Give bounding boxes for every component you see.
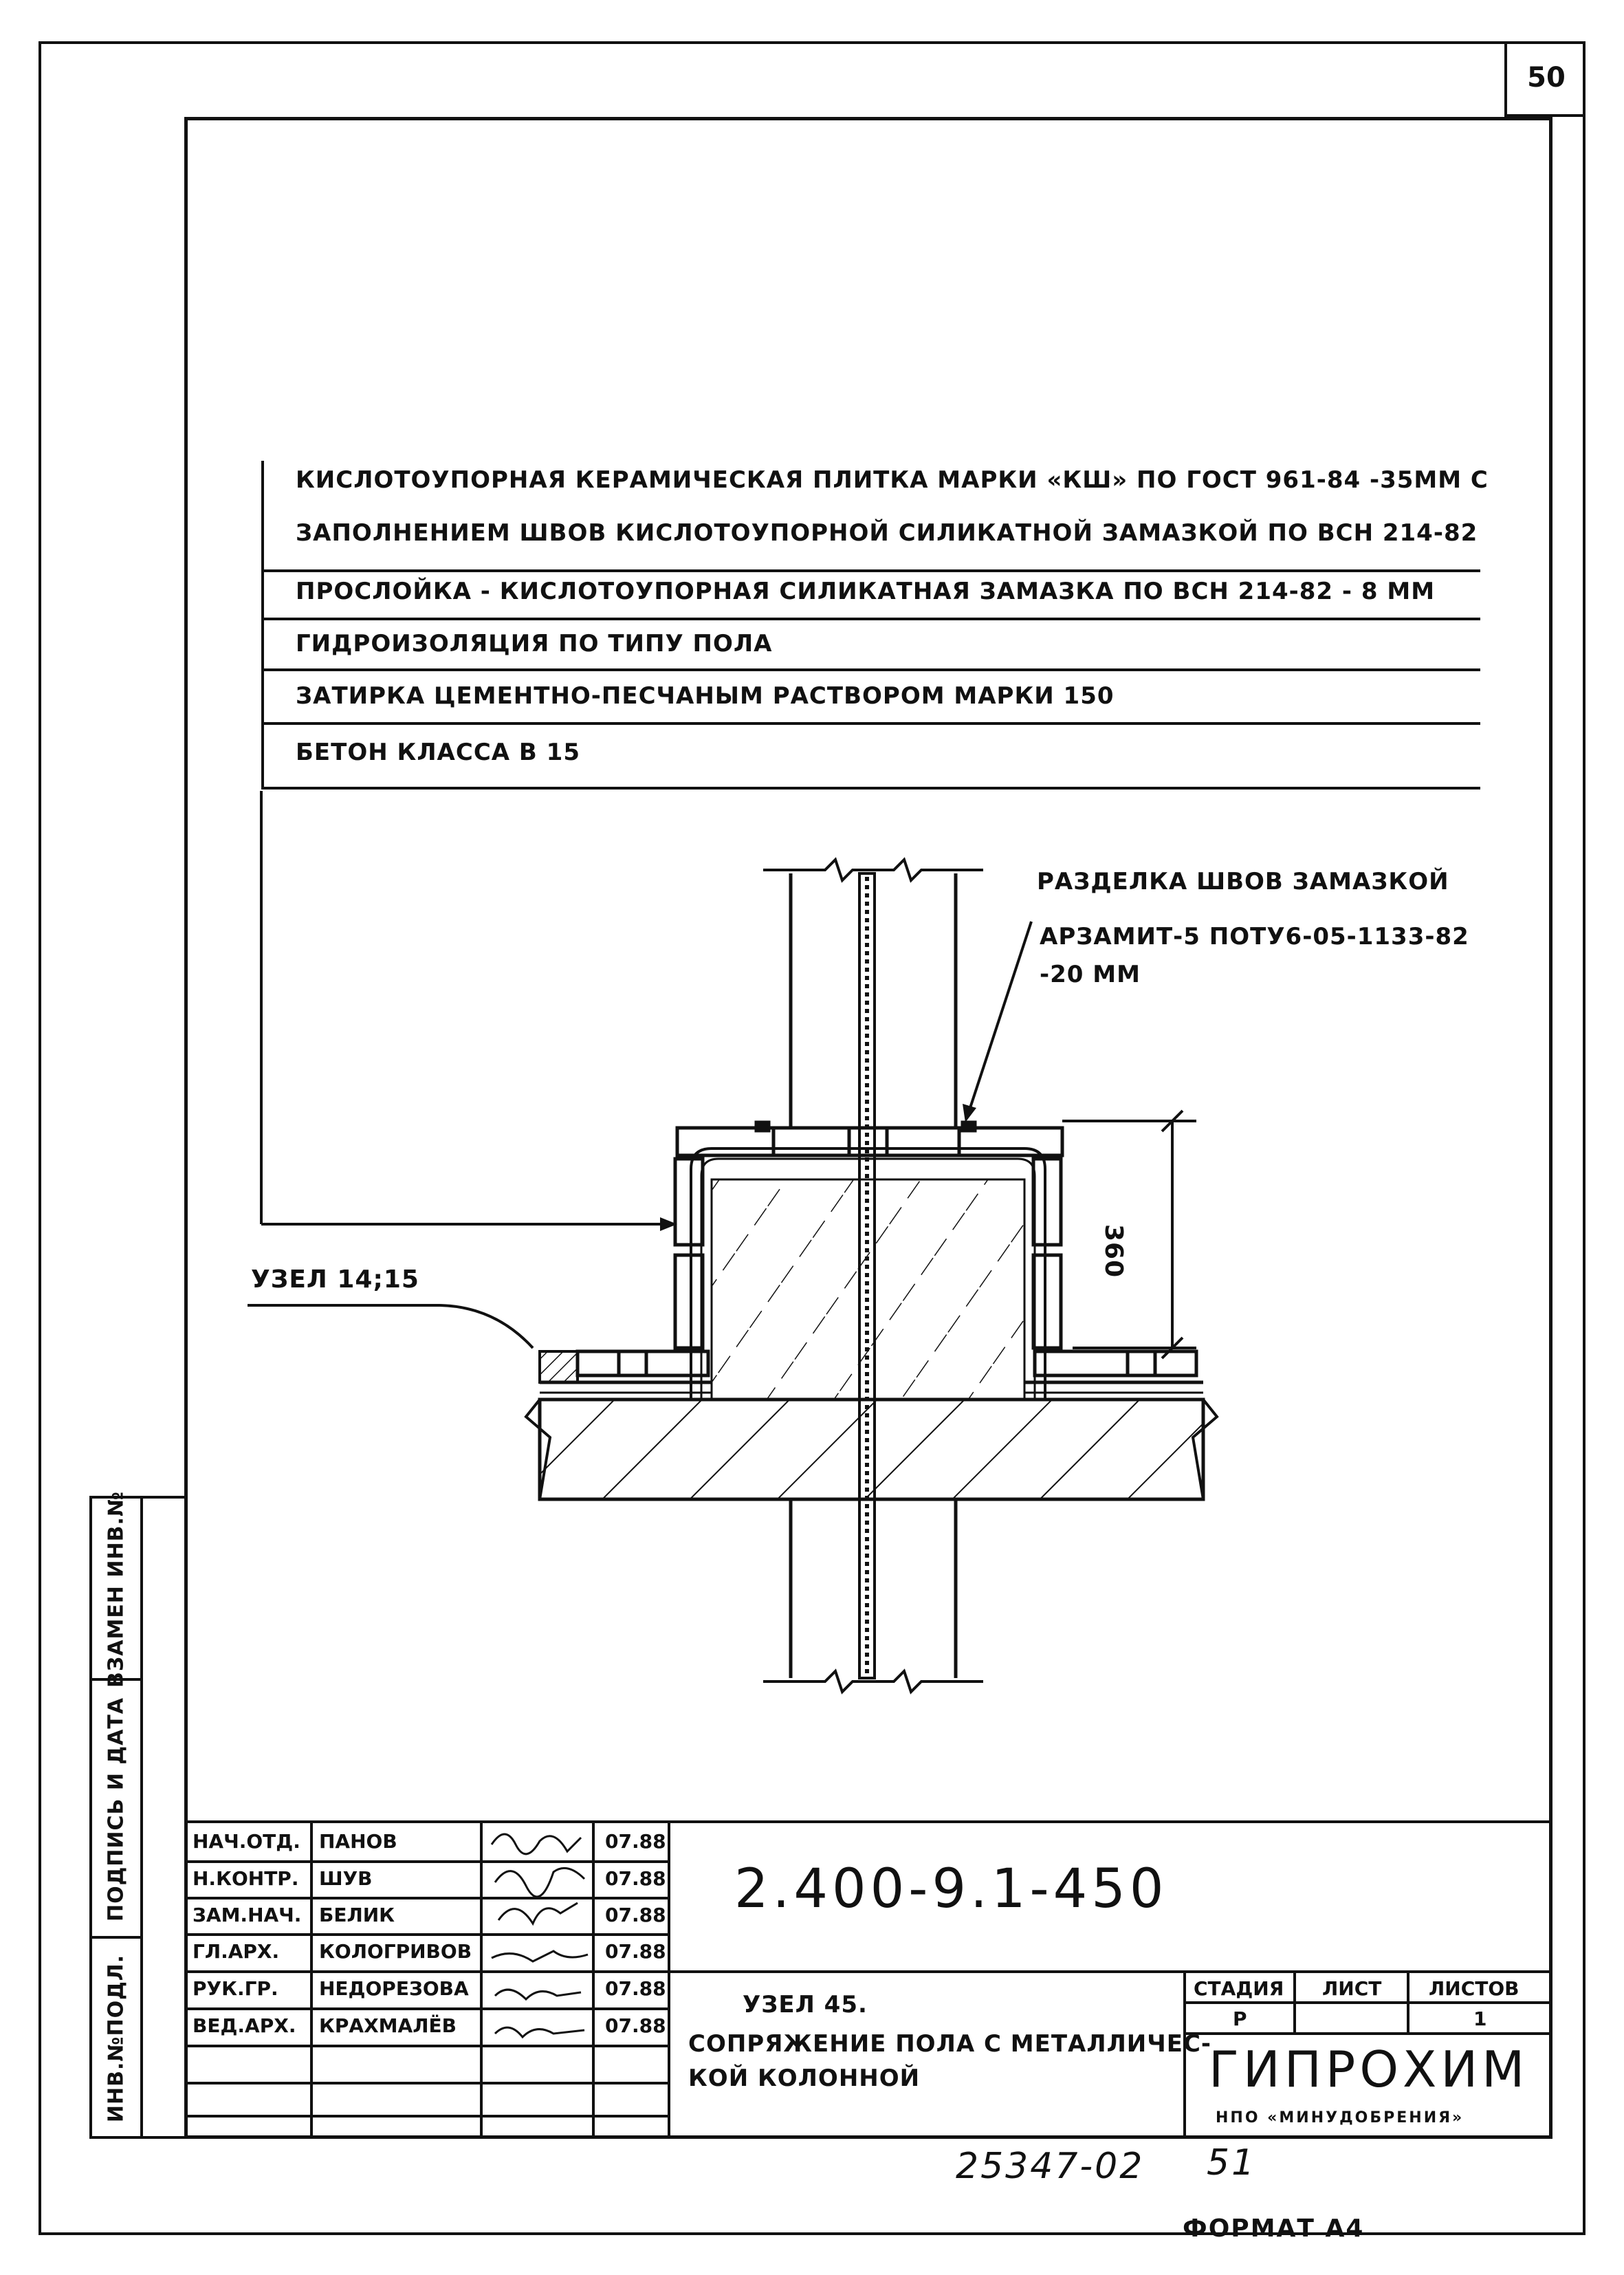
node-ref-leader (248, 1305, 533, 1348)
archive-page: 51 (1207, 2142, 1257, 2184)
org-name: ГИПРОХИМ (1209, 2040, 1529, 2098)
signatures (485, 1824, 595, 2085)
staff-date-2: 07.88 (605, 1867, 666, 1890)
staff-role-1: НАЧ.ОТД. (193, 1830, 300, 1853)
layer-bedding: ПРОСЛОЙКА - КИСЛОТОУПОРНАЯ СИЛИКАТНАЯ ЗАМАЗКА ПО ВСН 214-82 - 8 ММ (296, 578, 1436, 605)
layer-leader (261, 791, 677, 1231)
sheets-value: 1 (1473, 2007, 1487, 2030)
staff-date-3: 07.88 (605, 1904, 666, 1926)
joint-callout-title: РАЗДЕЛКА ШВОВ ЗАМАЗКОЙ (1037, 868, 1449, 895)
staff-role-4: ГЛ.АРХ. (193, 1940, 280, 1963)
staff-role-5: РУК.ГР. (193, 1977, 278, 2000)
title-block (184, 1820, 1552, 2139)
sign-date-label: ПОДПИСЬ И ДАТА (104, 1697, 129, 1922)
drawing-title-line3: КОЙ КОЛОННОЙ (688, 2065, 921, 2092)
sheets-header: ЛИСТОВ (1429, 1977, 1519, 2000)
node-ref-label: УЗЕЛ 14;15 (251, 1265, 419, 1294)
org-subtitle: НПО «МИНУДОБРЕНИЯ» (1216, 2109, 1464, 2126)
joint-callout-line2: -20 ММ (1040, 961, 1141, 988)
drawing-title-line1: УЗЕЛ 45. (743, 1991, 868, 2018)
format-label: ФОРМАТ А4 (1183, 2214, 1365, 2243)
layer-screed: ЗАТИРКА ЦЕМЕНТНО-ПЕСЧАНЫМ РАСТВОРОМ МАРКИ 150 (296, 682, 1115, 710)
joint-callout-line1: АРЗАМИТ-5 ПОТУ6-05-1133-82 (1040, 923, 1469, 950)
joint-sealant (540, 1351, 578, 1382)
staff-name-6: КРАХМАЛЁВ (319, 2014, 457, 2037)
staff-role-3: ЗАМ.НАЧ. (193, 1904, 302, 1926)
staff-name-4: КОЛОГРИВОВ (319, 1940, 472, 1963)
stage-header: СТАДИЯ (1194, 1977, 1284, 2000)
concrete-slab (526, 1400, 1217, 1499)
layer-tile-line1: КИСЛОТОУПОРНАЯ КЕРАМИЧЕСКАЯ ПЛИТКА МАРКИ «КШ» ПО ГОСТ 961-84 -35ММ С (296, 466, 1489, 494)
staff-date-1: 07.88 (605, 1830, 666, 1853)
staff-date-5: 07.88 (605, 1977, 666, 2000)
staff-role-2: Н.КОНТР. (193, 1867, 299, 1890)
sheet-header: ЛИСТ (1322, 1977, 1382, 2000)
staff-name-2: ШУВ (319, 1867, 373, 1890)
layer-concrete: БЕТОН КЛАССА В 15 (296, 739, 580, 766)
staff-name-1: ПАНОВ (319, 1830, 397, 1853)
layer-tile-line2: ЗАПОЛНЕНИЕМ ШВОВ КИСЛОТОУПОРНОЙ СИЛИКАТНОЙ ЗАМАЗКОЙ ПО ВСН 214-82 (296, 519, 1478, 547)
drawing-code: 2.400-9.1-450 (734, 1858, 1168, 1920)
staff-role-6: ВЕД.АРХ. (193, 2014, 296, 2037)
staff-name-3: БЕЛИК (319, 1904, 395, 1926)
dimension-360 (1062, 1111, 1196, 1358)
staff-name-5: НЕДОРЕЗОВА (319, 1977, 469, 2000)
archive-number: 25347-02 (956, 2146, 1145, 2187)
inv-orig-label: ИНВ.№ПОДЛ. (104, 1954, 129, 2123)
sheet-number: 50 (1504, 41, 1585, 117)
drawing-title-line2: СОПРЯЖЕНИЕ ПОЛА С МЕТАЛЛИЧЕС- (688, 2030, 1212, 2058)
staff-date-6: 07.88 (605, 2014, 666, 2037)
staff-date-4: 07.88 (605, 1940, 666, 1963)
replaced-inv-label: ВЗАМЕН ИНВ.№ (104, 1491, 129, 1688)
joint-callout-leader (963, 922, 1031, 1122)
layer-waterproofing: ГИДРОИЗОЛЯЦИЯ ПО ТИПУ ПОЛА (296, 630, 773, 657)
dimension-label: 360 (1099, 1224, 1128, 1278)
stage-value: Р (1233, 2007, 1247, 2030)
